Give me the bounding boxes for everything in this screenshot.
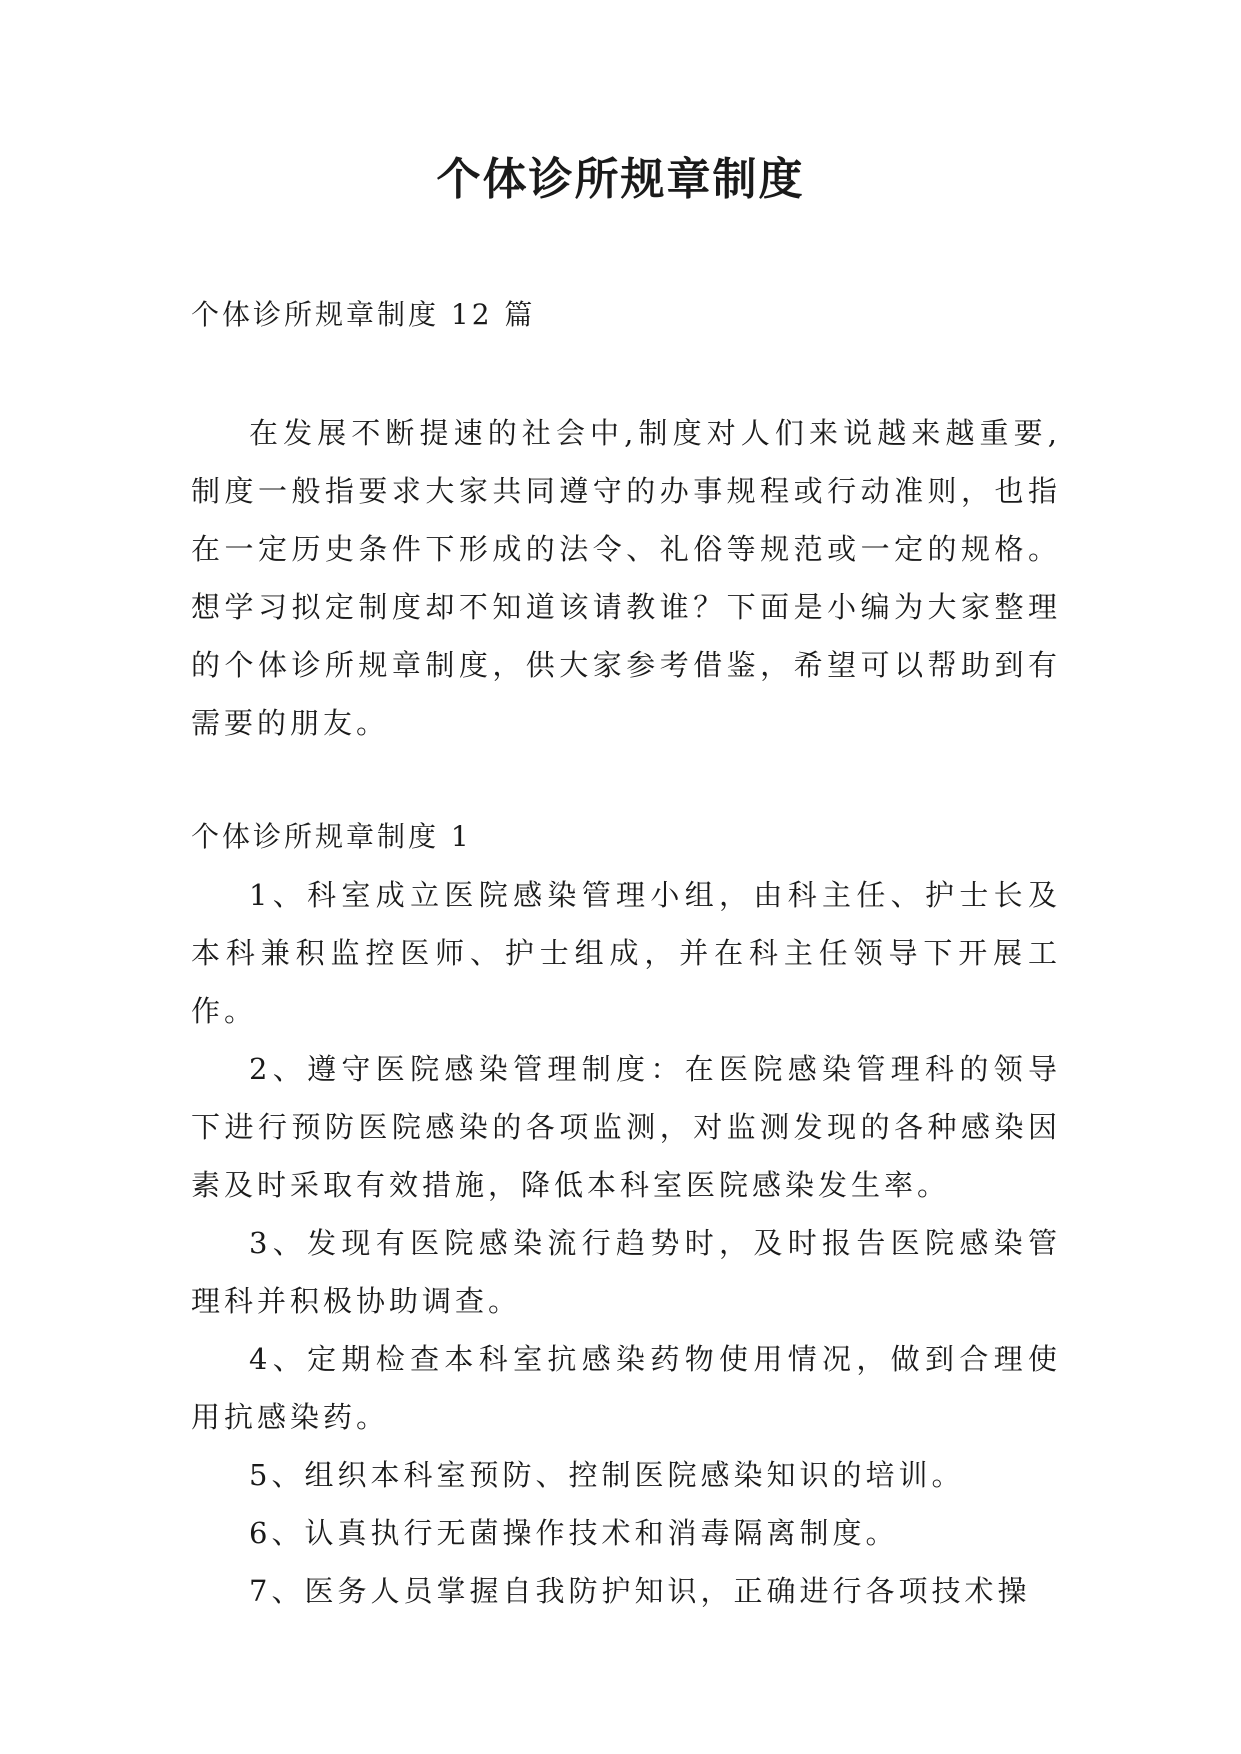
rule-item-4: 4、定期检查本科室抗感染药物使用情况，做到合理使用抗感染药。 [191, 1342, 1061, 1434]
rule-item-2: 2、遵守医院感染管理制度：在医院感染管理科的领导下进行预防医院感染的各项监测，对监测发现的各种感染因素及时采取有效措施，降低本科室医院感染发生率。 [191, 1052, 1061, 1202]
rule-item-5: 5、组织本科室预防、控制医院感染知识的培训。 [249, 1458, 965, 1492]
rules-list [191, 866, 1061, 1620]
intro-section [191, 404, 1061, 752]
rule-item-1: 1、科室成立医院感染管理小组，由科主任、护士长及本科兼积监控医师、护士组成，并在科主任领导下开展工作。 [191, 878, 1061, 1028]
rule-item-7: 7、医务人员掌握自我防护知识，正确进行各项技术操 [249, 1574, 1031, 1608]
rule-item-3: 3、发现有医院感染流行趋势时，及时报告医院感染管理科并积极协助调查。 [191, 1226, 1061, 1318]
document-title: 个体诊所规章制度 [436, 154, 805, 205]
section-heading: 个体诊所规章制度 1 [191, 820, 472, 853]
intro-paragraph: 在发展不断提速的社会中,制度对人们来说越来越重要,制度一般指要求大家共同遵守的办事规程或行动准则，也指在一定历史条件下形成的法令、礼俗等规范或一定的规格。想学习拟定制度却不知道该请教谁？下面是小编为大家整理的个体诊所规章制度，供大家参考借鉴，希望可以帮助到有需要的朋友。 [191, 416, 1061, 740]
document-subtitle: 个体诊所规章制度 12 篇 [191, 298, 536, 331]
rule-item-6: 6、认真执行无菌操作技术和消毒隔离制度。 [249, 1516, 899, 1550]
